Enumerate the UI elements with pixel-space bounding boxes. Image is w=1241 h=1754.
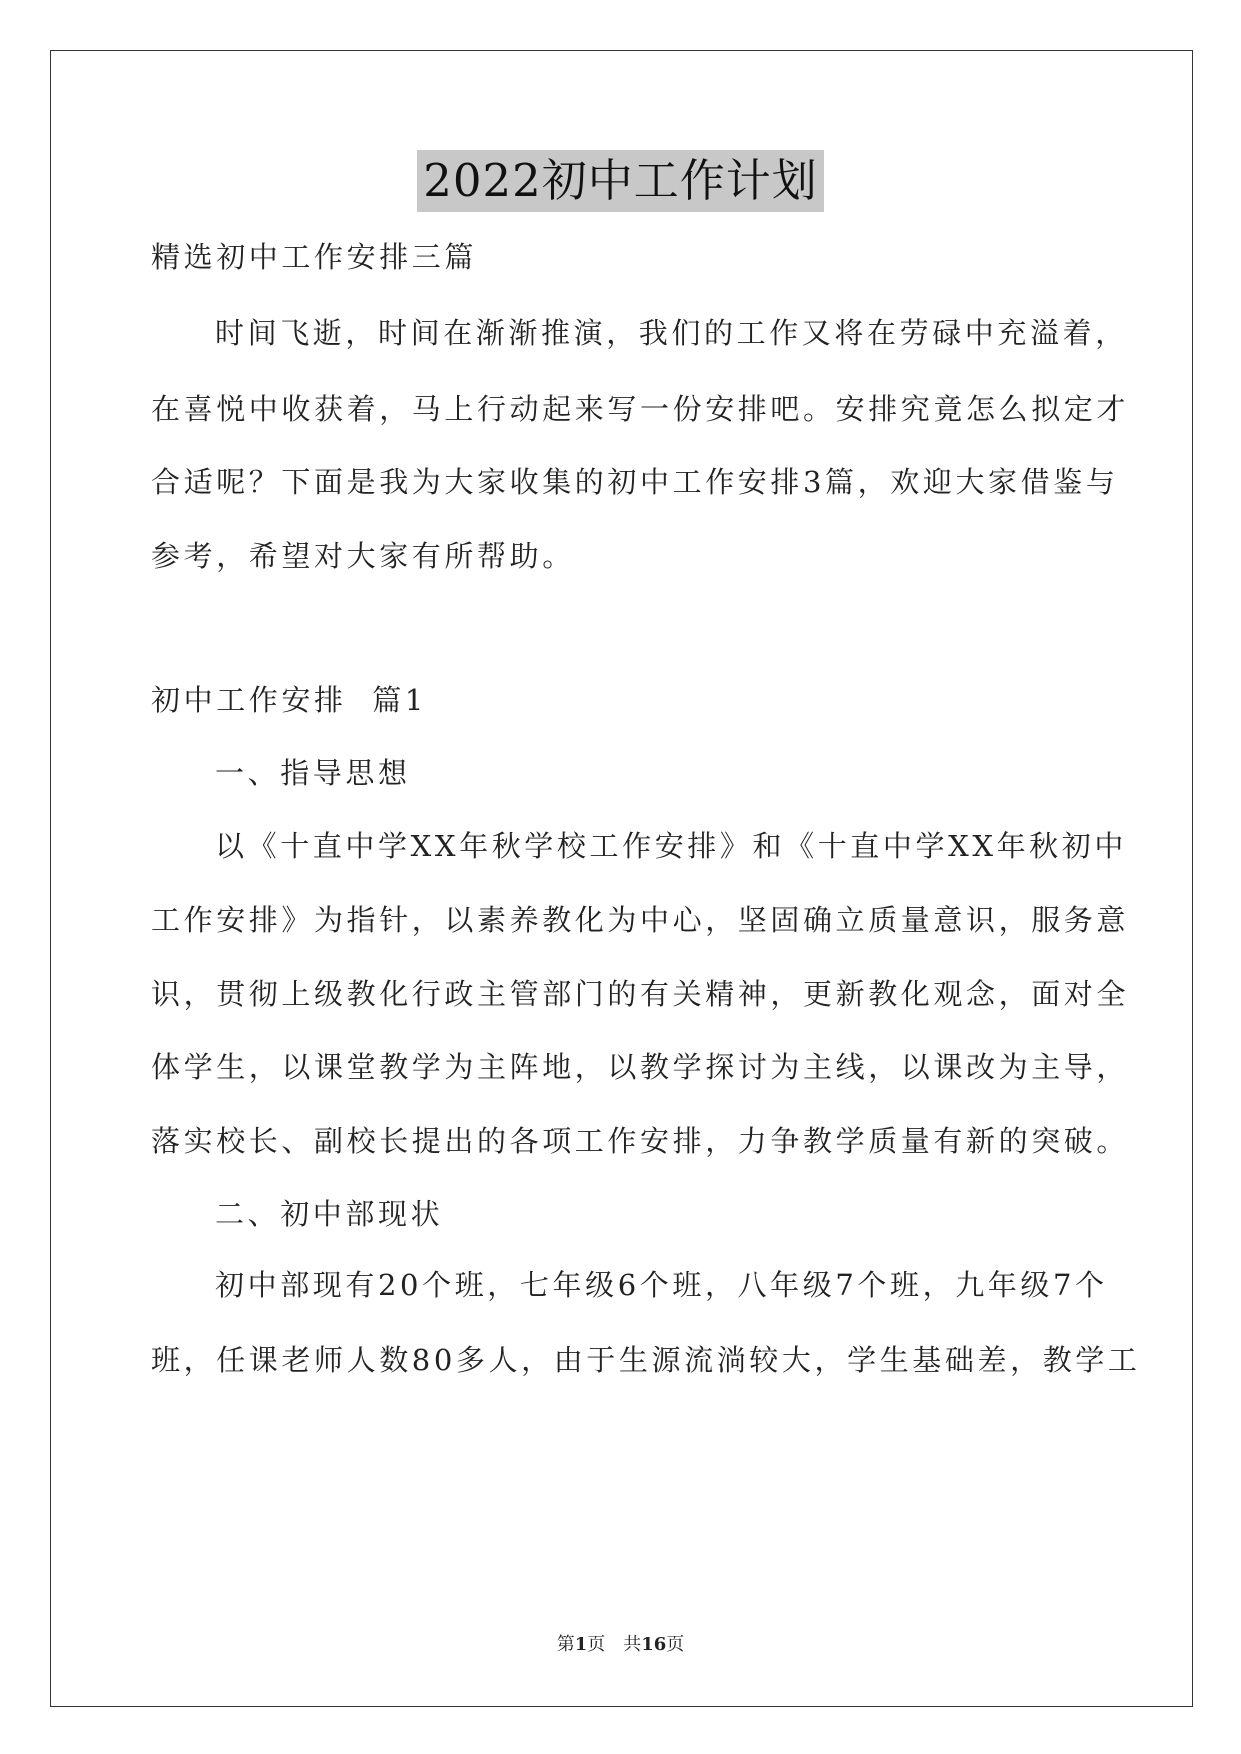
footer-page-prefix: 第 bbox=[556, 1634, 575, 1655]
intro-line-2: 在喜悦中收获着，马上行动起来写一份安排吧。安排究竟怎么拟定才 bbox=[151, 392, 1130, 426]
footer-page-total: 16 bbox=[641, 1634, 667, 1655]
para-1-line-5: 落实校长、副校长提出的各项工作安排，力争教学质量有新的突破。 bbox=[151, 1124, 1130, 1158]
document-title: 2022初中工作计划 bbox=[417, 150, 824, 212]
heading-current-status: 二、初中部现状 bbox=[215, 1197, 444, 1231]
footer-total-prefix: 共 bbox=[623, 1634, 642, 1655]
page-border bbox=[50, 50, 1193, 1707]
para-1-line-1: 以《十直中学XX年秋学校工作安排》和《十直中学XX年秋初中 bbox=[215, 829, 1127, 863]
intro-line-1: 时间飞逝，时间在渐渐推演，我们的工作又将在劳碌中充溢着， bbox=[215, 316, 1128, 350]
para-1-line-2: 工作安排》为指针，以素养教化为中心，坚固确立质量意识，服务意 bbox=[151, 903, 1130, 937]
footer-page-suffix: 页 bbox=[587, 1634, 606, 1655]
footer-page-current: 1 bbox=[574, 1634, 588, 1655]
page-footer bbox=[0, 1630, 1241, 1656]
intro-line-3: 合适呢？下面是我为大家收集的初中工作安排3篇，欢迎大家借鉴与 bbox=[151, 465, 1119, 499]
footer-total-suffix: 页 bbox=[666, 1634, 685, 1655]
heading-guiding-thought: 一、指导思想 bbox=[215, 756, 411, 790]
section-title: 初中工作安排 篇1 bbox=[151, 683, 427, 717]
intro-line-4: 参考，希望对大家有所帮助。 bbox=[151, 539, 575, 573]
document-subtitle: 精选初中工作安排三篇 bbox=[151, 240, 478, 274]
para-1-line-4: 体学生，以课堂教学为主阵地，以教学探讨为主线，以课改为主导， bbox=[151, 1050, 1130, 1084]
title-wrap bbox=[0, 150, 1241, 212]
para-2-line-2: 班，任课老师人数80多人，由于生源流淌较大，学生基础差，教学工 bbox=[151, 1343, 1141, 1377]
para-1-line-3: 识，贯彻上级教化行政主管部门的有关精神，更新教化观念，面对全 bbox=[151, 977, 1130, 1011]
para-2-line-1: 初中部现有20个班，七年级6个班，八年级7个班，九年级7个 bbox=[215, 1268, 1108, 1302]
